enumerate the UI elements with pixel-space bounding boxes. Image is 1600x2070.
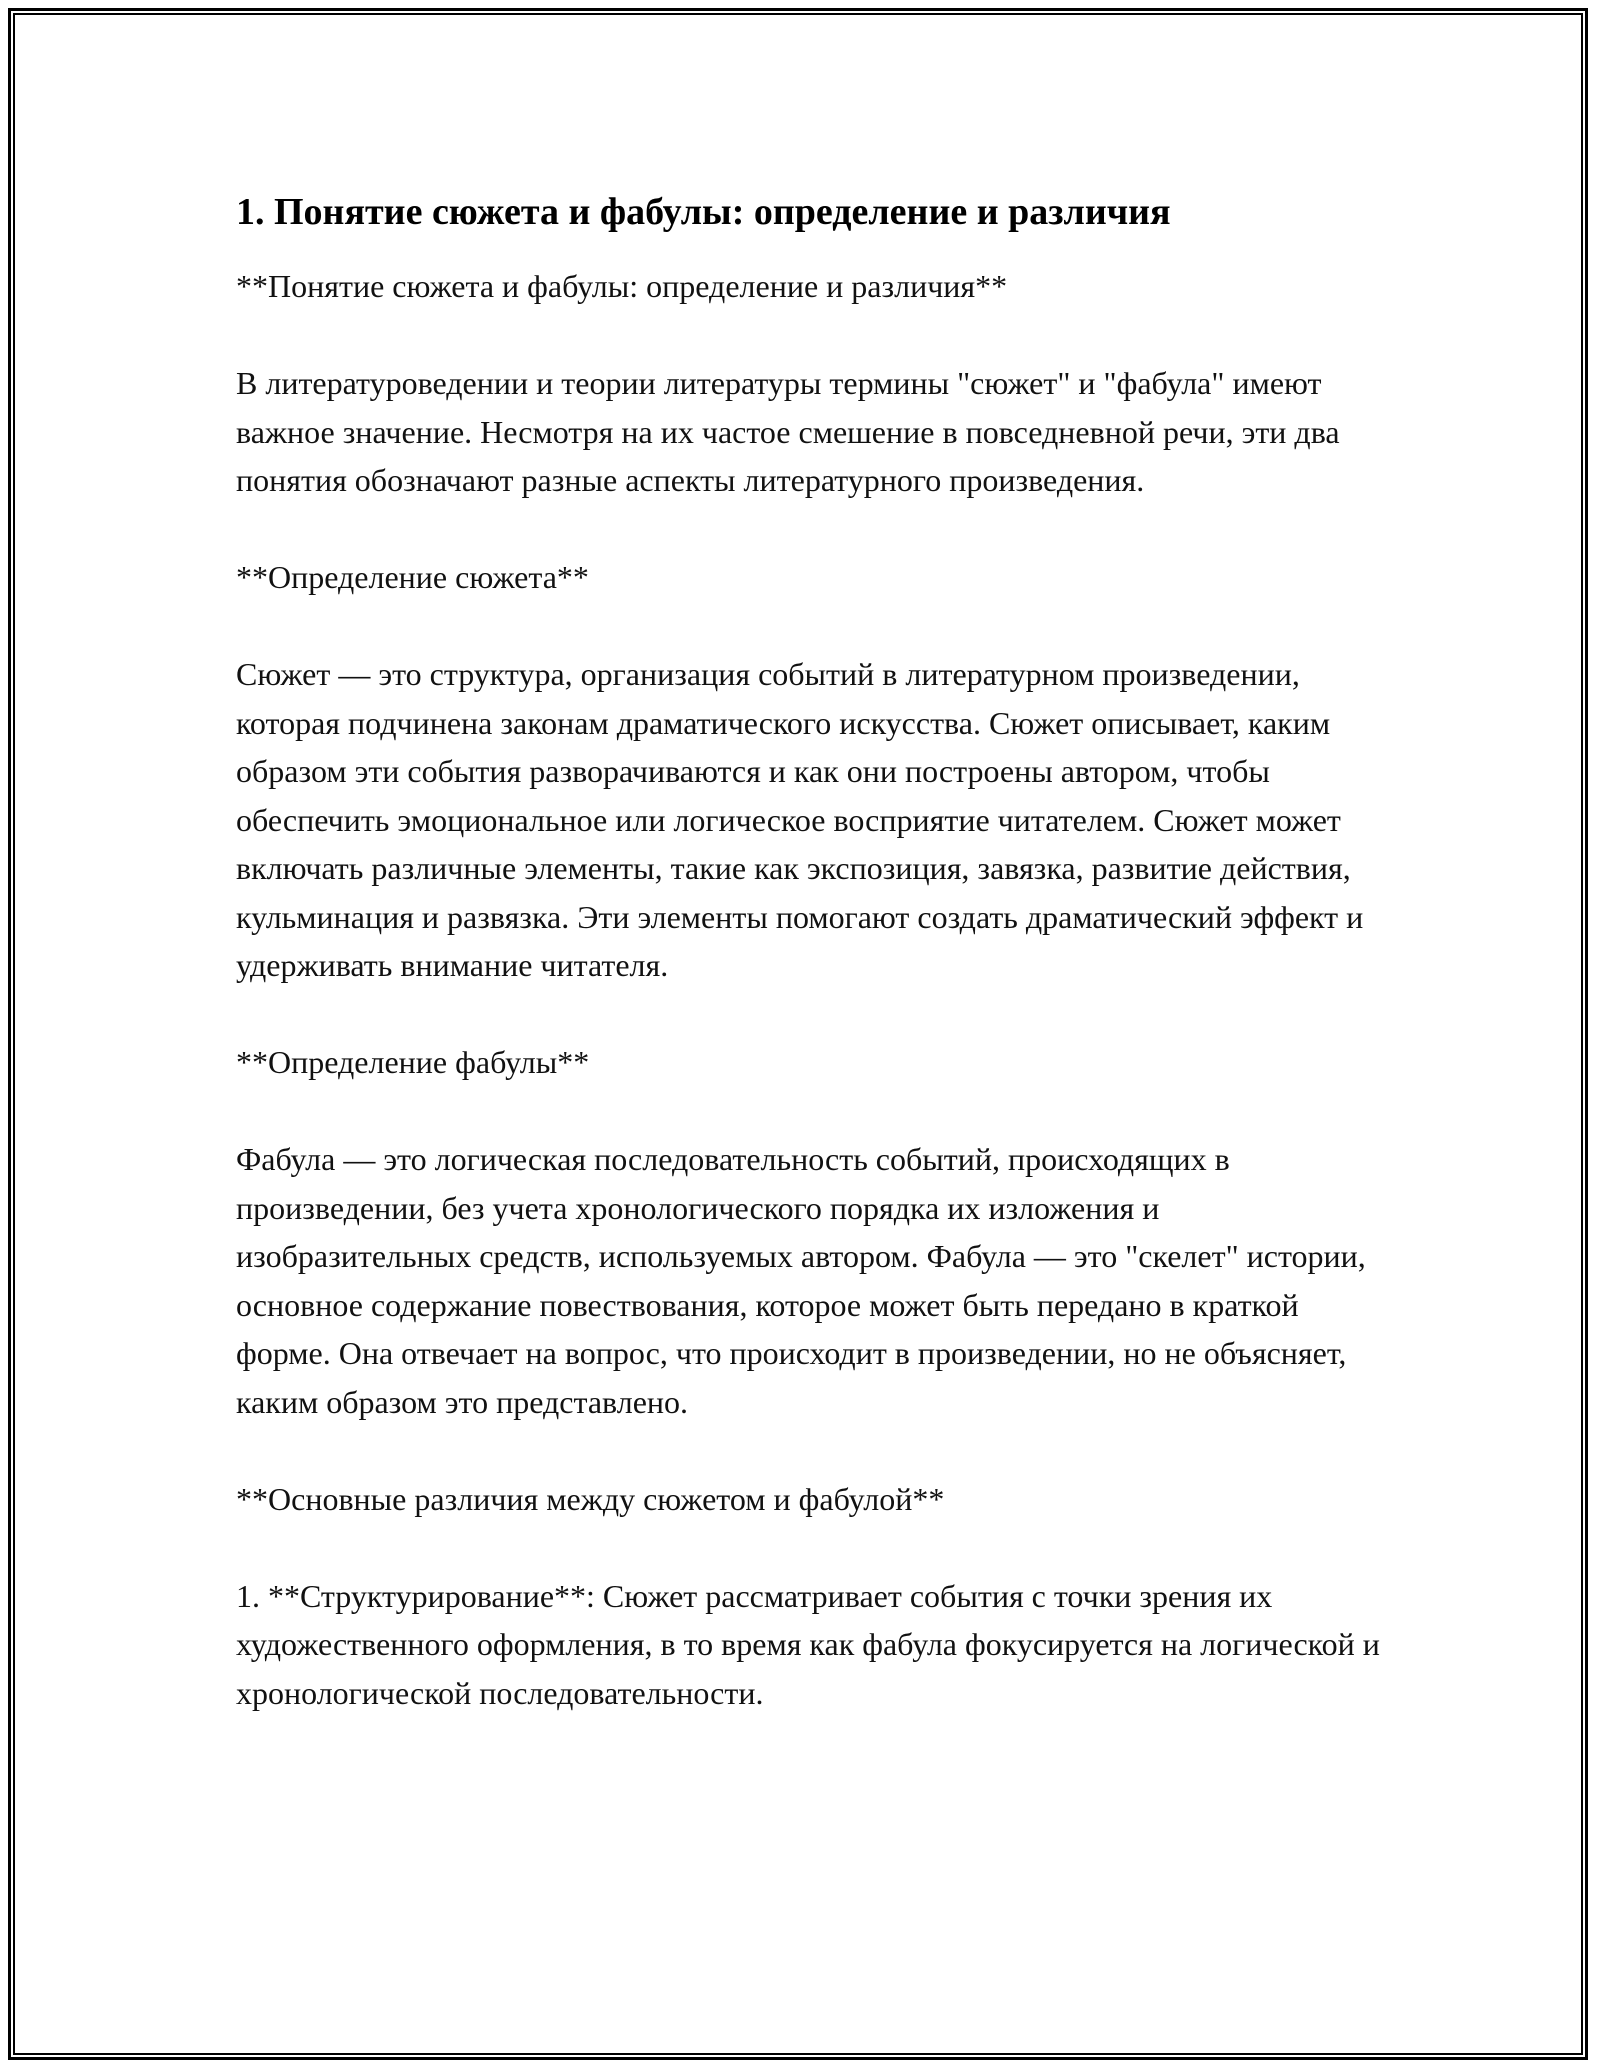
paragraph-fabula-definition: Фабула — это логическая последовательность событий, происходящих в произведении, без учета хронологического порядка их изложения и изобразительных средств, используемых автором. Фабула — это "скелет" истории, основное содержание повествования, которое может быть передано в краткой форме. Она отвечает на вопрос, что происходит в произведении, но не объясняет, каким образом это представлено. [236, 1141, 1366, 1420]
section-heading: 1. Понятие сюжета и фабулы: определение и различия [236, 191, 1171, 233]
paragraph-plot-definition: Сюжет — это структура, организация событий в литературном произведении, которая подчинена законам драматического искусства. Сюжет описывает, каким образом эти события разворачиваются и как они построены автором, чтобы обеспечить эмоциональное или логическое восприятие читателем. Сюжет может включать различные элементы, такие как экспозиция, завязка, развитие действия, кульминация и развязка. Эти элементы помогают создать драматический эффект и удерживать внимание читателя. [236, 656, 1364, 983]
paragraph-intro: В литературоведении и теории литературы термины "сюжет" и "фабула" имеют важное значение. Несмотря на их частое смешение в повседневной речи, эти два понятия обозначают разные аспекты литературного произведения. [236, 365, 1340, 498]
paragraph-difference-1: 1. **Структурирование**: Сюжет рассматривает события с точки зрения их художественного оформления, в то время как фабула фокусируется на логической и хронологической последовательности. [236, 1577, 1380, 1711]
paragraph-subheading-plot: **Определение сюжета** [236, 559, 589, 595]
paragraph-subheading-differences: **Основные различия между сюжетом и фабулой** [236, 1480, 945, 1517]
paragraph-subheading-fabula: **Определение фабулы** [236, 1044, 590, 1080]
paragraph-title-bold-markup: **Понятие сюжета и фабулы: определение и различия** [236, 268, 1008, 304]
document-body [236, 188, 1386, 1766]
